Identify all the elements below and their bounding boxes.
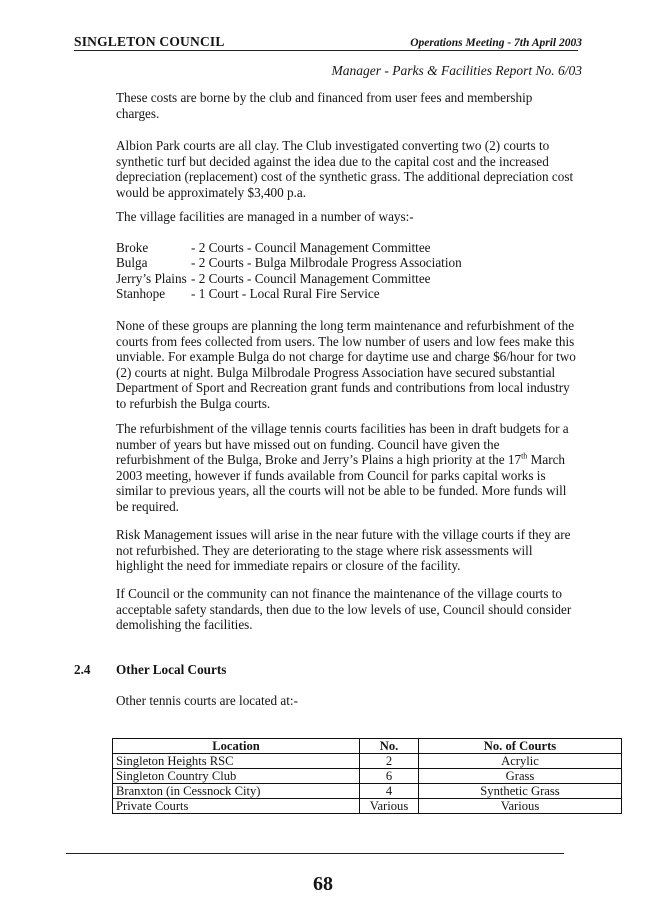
paragraph-village-intro: The village facilities are managed in a number of ways:- xyxy=(116,209,414,224)
other-courts-table xyxy=(112,738,622,814)
list-item xyxy=(116,286,462,301)
column-header-location: Location xyxy=(113,739,360,754)
cell-surface: Acrylic xyxy=(419,754,622,769)
column-header-courts: No. of Courts xyxy=(419,739,622,754)
cell-surface: Synthetic Grass xyxy=(419,784,622,799)
paragraph-albion-park: Albion Park courts are all clay. The Club investigated converting two (2) courts to synthetic turf but decided against the idea due to the capital cost and the increased depreciation (replacement) cost of the synthetic grass. The additional depreciation cost would be approximately $3,400 p.a. xyxy=(116,138,574,200)
cell-number: 2 xyxy=(360,754,419,769)
cell-location: Private Courts xyxy=(113,799,360,814)
cell-number: 6 xyxy=(360,769,419,784)
cell-number: 4 xyxy=(360,784,419,799)
cell-surface: Various xyxy=(419,799,622,814)
table-header-row xyxy=(113,739,622,754)
paragraph-demolition: If Council or the community can not finance the maintenance of the village courts to acceptable safety standards, then due to the low levels of use, Council should consider demolishing the facilities. xyxy=(116,586,572,633)
cell-number: Various xyxy=(360,799,419,814)
table-row xyxy=(113,754,622,769)
cell-surface: Grass xyxy=(419,769,622,784)
list-item-location: Bulga xyxy=(116,255,148,271)
footer-rule xyxy=(66,853,564,854)
list-item-detail: - 2 Courts - Council Management Committee xyxy=(191,240,431,255)
section-title: Other Local Courts xyxy=(116,662,227,677)
paragraph-groups-maintenance: None of these groups are planning the long term maintenance and refurbishment of the courts from fees collected from users. The low number of users and low fees make this unviable. For example Bulga do not charge for daytime use and charge $6/hour for two (2) courts at night. Bulga Milbrodale Progress Association have secured substantial Department of Sport and Recreation grant funds and contributions from local industry to refurbish the Bulga courts. xyxy=(116,318,576,411)
list-item-location: Stanhope xyxy=(116,285,166,301)
column-header-number: No. xyxy=(360,739,419,754)
list-item-detail: - 2 Courts - Council Management Committee xyxy=(191,270,431,286)
paragraph-refurbishment-part-b: March 2003 meeting, however if funds available from Council for parks capital works is similar to previous years, all the courts will not be able to be funded. More funds will be required. xyxy=(116,452,567,514)
organisation-name: SINGLETON COUNCIL xyxy=(74,34,225,49)
list-item xyxy=(116,271,462,286)
list-item-location: Broke xyxy=(116,240,149,255)
paragraph-risk-management: Risk Management issues will arise in the near future with the village courts if they are not refurbished. They are deteriorating to the stage where risk assessments will highlight the need for immediate repairs or closure of the facility. xyxy=(116,527,571,574)
section-number: 2.4 xyxy=(74,662,91,677)
village-facilities-list xyxy=(116,240,462,301)
table-row xyxy=(113,799,622,814)
paragraph-refurbishment-part-a: The refurbishment of the village tennis courts facilities has been in draft budgets for a number of years but have missed out on funding. Council have given the refurbishment of the Bulga, Broke and Jerry’s Plains a high priority at the 17 xyxy=(116,421,569,468)
cell-location: Singleton Country Club xyxy=(113,769,360,784)
header-rule xyxy=(74,50,578,51)
list-item xyxy=(116,255,462,270)
report-title: Manager - Parks & Facilities Report No. 6/03 xyxy=(331,63,582,78)
table-row xyxy=(113,784,622,799)
section-intro: Other tennis courts are located at:- xyxy=(116,693,298,708)
table-row xyxy=(113,769,622,784)
list-item-location: Jerry’s Plains xyxy=(116,270,187,286)
list-item-detail: - 1 Court - Local Rural Fire Service xyxy=(191,285,380,301)
paragraph-costs: These costs are borne by the club and financed from user fees and membership charges. xyxy=(116,90,533,121)
meeting-title: Operations Meeting - 7th April 2003 xyxy=(410,37,582,49)
list-item xyxy=(116,240,462,255)
list-item-detail: - 2 Courts - Bulga Milbrodale Progress Association xyxy=(191,255,462,271)
page-number: 68 xyxy=(313,873,333,895)
paragraph-refurbishment xyxy=(116,421,576,515)
cell-location: Singleton Heights RSC xyxy=(113,754,360,769)
ordinal-suffix: th xyxy=(521,451,528,461)
cell-location: Branxton (in Cessnock City) xyxy=(113,784,360,799)
